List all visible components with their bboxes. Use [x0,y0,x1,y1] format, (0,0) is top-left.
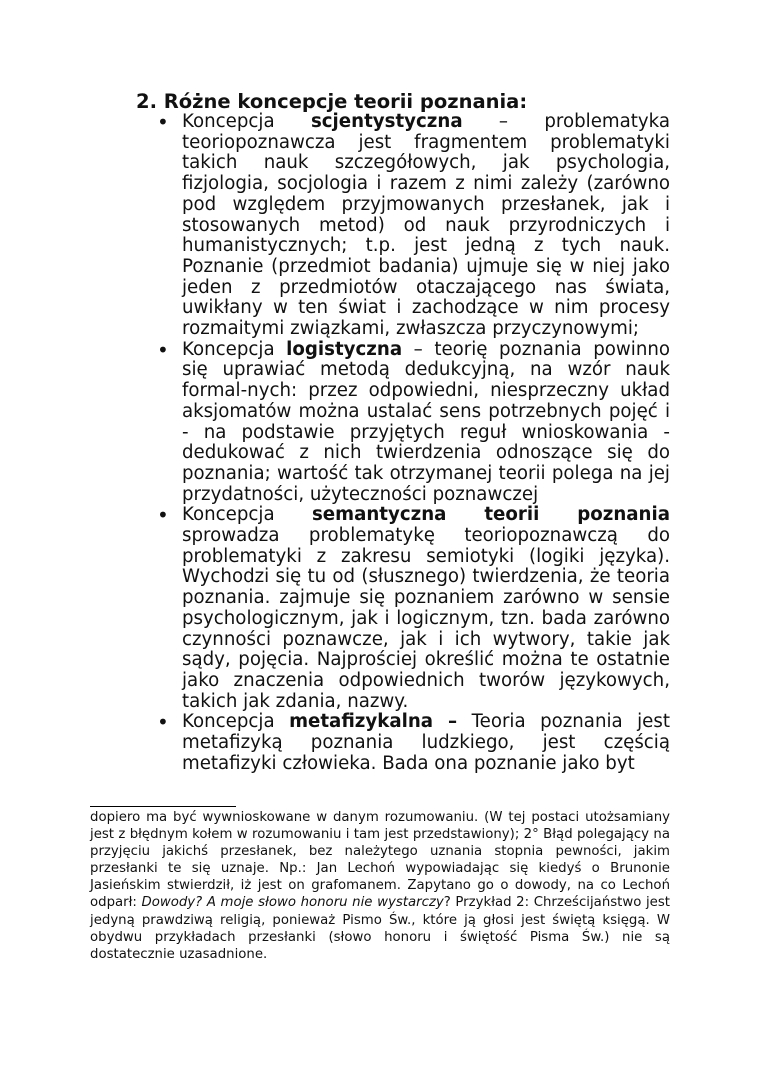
footnote-quote: Dowody? A moje słowo honoru nie wystarczy [141,895,444,911]
concept-term: metafizykalna – [289,711,458,733]
concept-item-semantic [182,505,670,712]
concept-item-logistic [182,340,670,506]
concept-term: logistyczna [286,338,403,360]
footnote-text-end: ? Przykład 2: Chrześcijaństwo jest jedyną prawdziwą religią, ponieważ Pismo Św., które ją głosi jest świętą księgą. W obydwu przykładach przesłanki (słowo honoru i świętość Pisma Św.) nie są dostatecznie uzasadnione. [90,895,671,962]
concept-intro: Koncepcja [182,504,312,526]
concept-text: sprowadza problematykę teoriopoznawczą do problematyki z zakresu semiotyki (logiki języka). Wychodzi się tu od (słusznego) twierdzenia, że teoria poznania. zajmuje się poznaniem zarówno w sensie psychologicznym, jak i logicznym, tzn. bada zarówno czynności poznawcze, jak i ich wytwory, takie jak sądy, pojęcia. Najprościej określić można te ostatnie jako znaczenia odpowiednich tworów językowych, takich jak zdania, nazwy. [182,525,670,712]
concept-intro: Koncepcja [182,111,311,132]
concept-text: – problematyka teoriopoznawcza jest fragmentem problematyki takich nauk szczegółowych, jak psychologia, fizjologia, socjologia i razem z nimi zależy (zarówno pod względem przyjmowanych przesłanek, jak i stosowanych metod) od nauk przyrodniczych i humanistycznych; t.p. jest jedną z tych nauk. Poznanie (przedmiot badania) ujmuje się w niej jako jeden z przedmiotów otaczającego nas świata, uwikłany w ten świat i zachodzące w nim procesy rozmaitymi związkami, zwłaszcza przyczynowymi; [182,111,671,340]
footnote-separator [90,806,236,807]
concept-text: Teoria poznania jest metafizyką poznania ludzkiego, jest częścią metafizyki człowieka. Bada ona poznanie jako byt [182,711,670,774]
concept-item-scientistic [182,112,670,340]
concept-intro: Koncepcja [182,338,287,360]
footnote-text-start: dopiero ma być wywnioskowane w danym rozumowaniu. (W tej postaci utożsamiany jest z błędnym kołem w rozumowaniu i tam jest przedstawiony); 2° Błąd polegający na przyjęciu jakichś przesłanek, bez należytego uznania stopnia pewności, jakim przesłanki te się uznaje. Np.: Jan Lechoń wypowiadając się kiedyś o Brunonie Jasieńskim stwierdził, iż jest on grafomanem. Zapytano go o dowody, na co Lechoń odparł: [90,810,670,911]
section-heading: 2. Różne koncepcje teorii poznania: [136,90,528,113]
footnote [90,809,670,963]
concept-item-metaphysical [182,712,670,774]
concepts-list [182,112,670,775]
concept-text: – teorię poznania powinno się uprawiać metodą dedukcyjną, na wzór nauk formal-nych: przez odpowiedni, niesprzeczny układ aksjomatów można ustalać sens potrzebnych pojęć i - na podstawie przyjętych reguł wnioskowania - dedukować z nich twierdzenia odnoszące się do poznania; wartość tak otrzymanej teorii polega na jej przydatności, użyteczności poznawczej [182,338,670,505]
concept-term: semantyczna teorii poznania [311,504,670,526]
concept-term: scjentystyczna [310,111,463,132]
concept-intro: Koncepcja [182,711,290,733]
